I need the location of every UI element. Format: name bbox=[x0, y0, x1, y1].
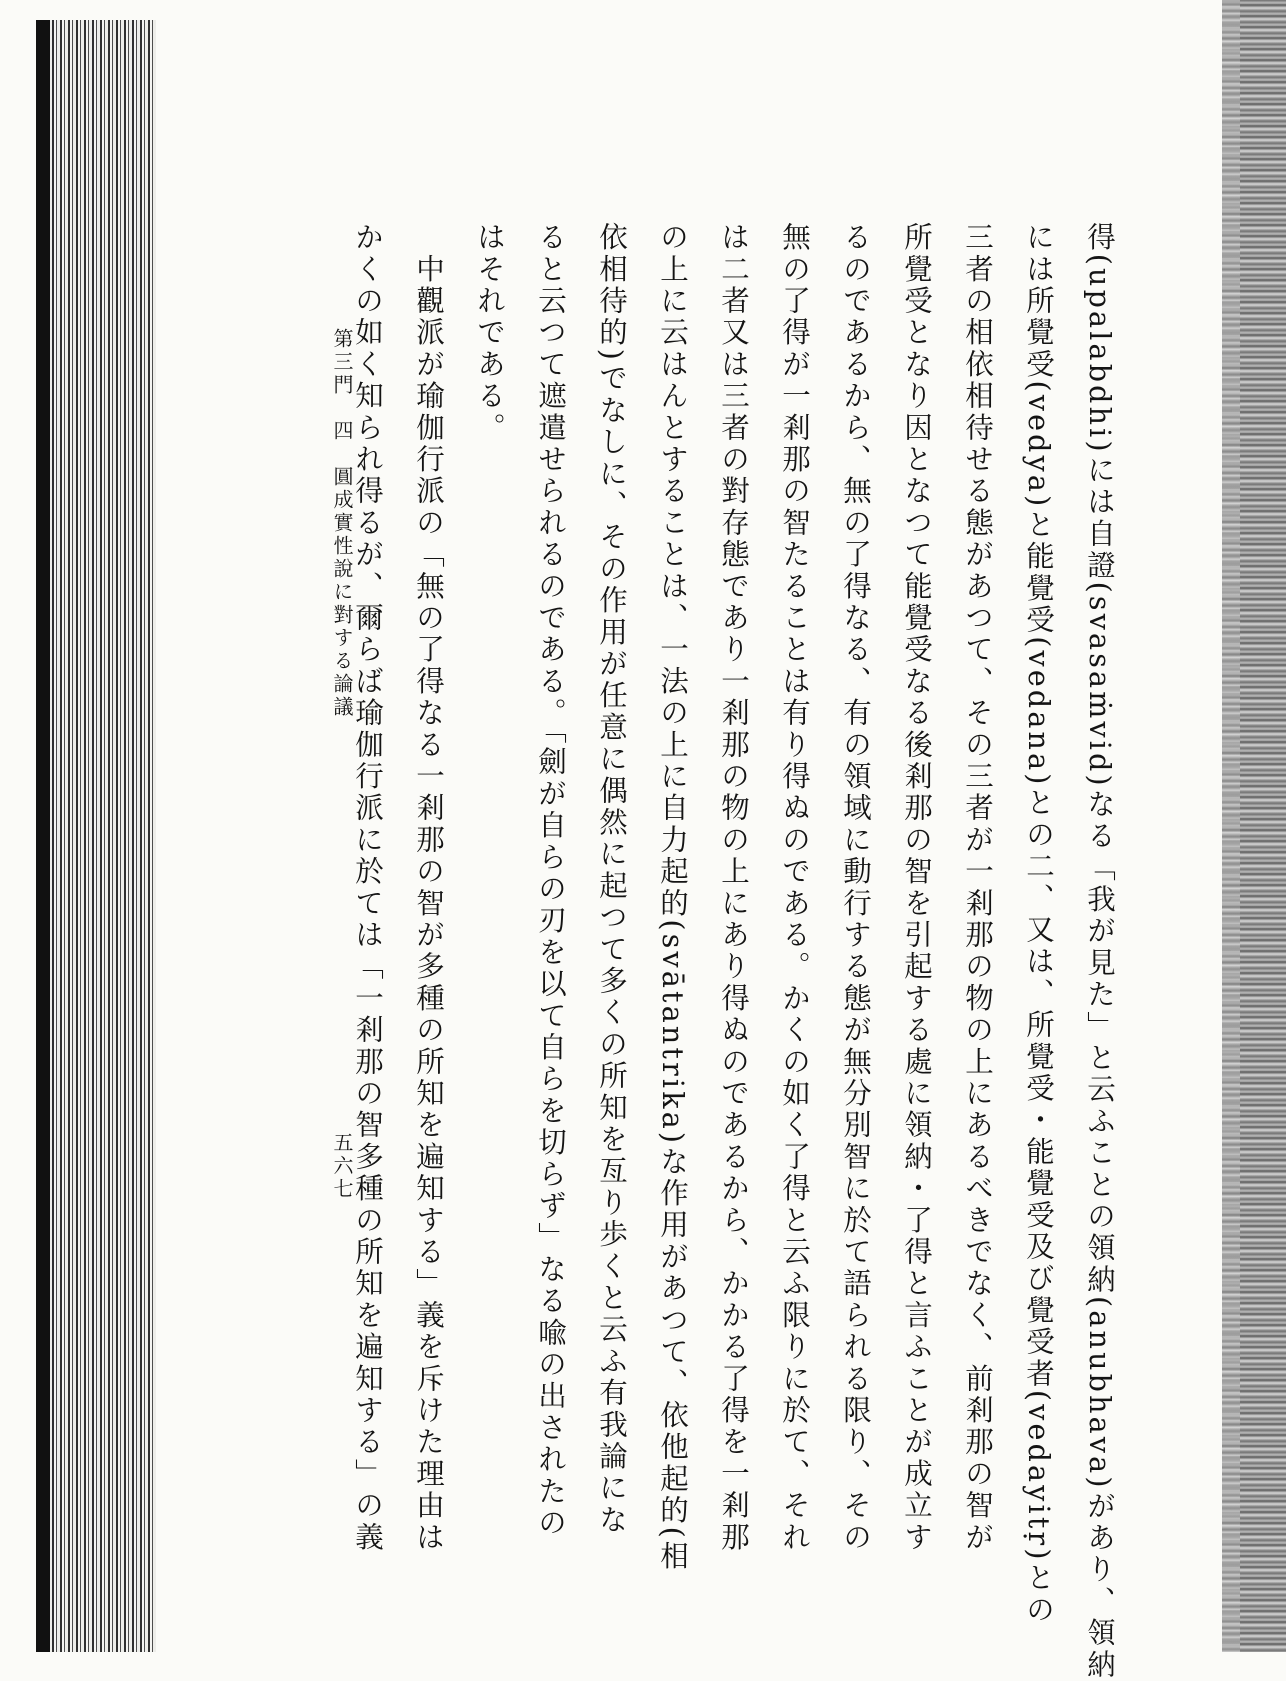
text-line: 無の了得が一剎那の智たることは有り得ぬのである。かくの如く了得と云ふ限りに於て、それ bbox=[778, 222, 811, 1554]
text-line: は二者又は三者の對存態であり一剎那の物の上にあり得ぬのであるから、かかる了得を一剎那 bbox=[717, 222, 750, 1554]
running-footer-title: 第三門 四 圓成實性說に對する論議 bbox=[330, 328, 354, 719]
text-line: るのであるから、無の了得なる、有の領域に動行する態が無分別智に於て語られる限り、その bbox=[839, 222, 872, 1554]
page-edge-right bbox=[1222, 0, 1286, 1652]
body-text bbox=[350, 222, 1130, 1681]
page-number: 五六七 bbox=[330, 1132, 354, 1201]
text-line: ると云つて遮遣せられるのである。「劍が自らの刃を以て自らを切らず」なる喩の出されたの bbox=[534, 222, 567, 1540]
text-line: の上に云はんとすることは、一法の上に自力起的(svātantrika)な作用があつて、依他起的(相 bbox=[656, 222, 689, 1573]
text-line: 三者の相依相待せる態があつて、その三者が一剎那の物の上にあるべきでなく、前剎那の智が bbox=[961, 222, 994, 1554]
book-gutter-shadow bbox=[36, 20, 50, 1652]
text-line: かくの如く知られ得るが、爾らば瑜伽行派に於ては「一剎那の智多種の所知を遍知する」の義 bbox=[351, 222, 384, 1554]
text-line: 所覺受となり因となつて能覺受なる後剎那の智を引起する處に領納・了得と言ふことが成立す bbox=[900, 222, 933, 1554]
text-line: はそれである。 bbox=[473, 222, 506, 444]
text-line: には所覺受(vedya)と能覺受(vedana)との二、又は、所覺受・能覺受及び覺受者(vedayitṛ)との bbox=[1022, 222, 1055, 1627]
text-line: 依相待的)でなしに、その作用が任意に偶然に起つて多くの所知を亙り歩くと云ふ有我論にな bbox=[595, 222, 628, 1537]
text-line: 得(upalabdhi)には自證(svasaṁvid)なる「我が見た」と云ふことの領納(anubhava)があり、領納 bbox=[1083, 222, 1116, 1681]
book-gutter-left bbox=[36, 20, 156, 1652]
text-line: 中觀派が瑜伽行派の「無の了得なる一剎那の智が多種の所知を遍知する」義を斥けた理由は bbox=[412, 222, 445, 1554]
